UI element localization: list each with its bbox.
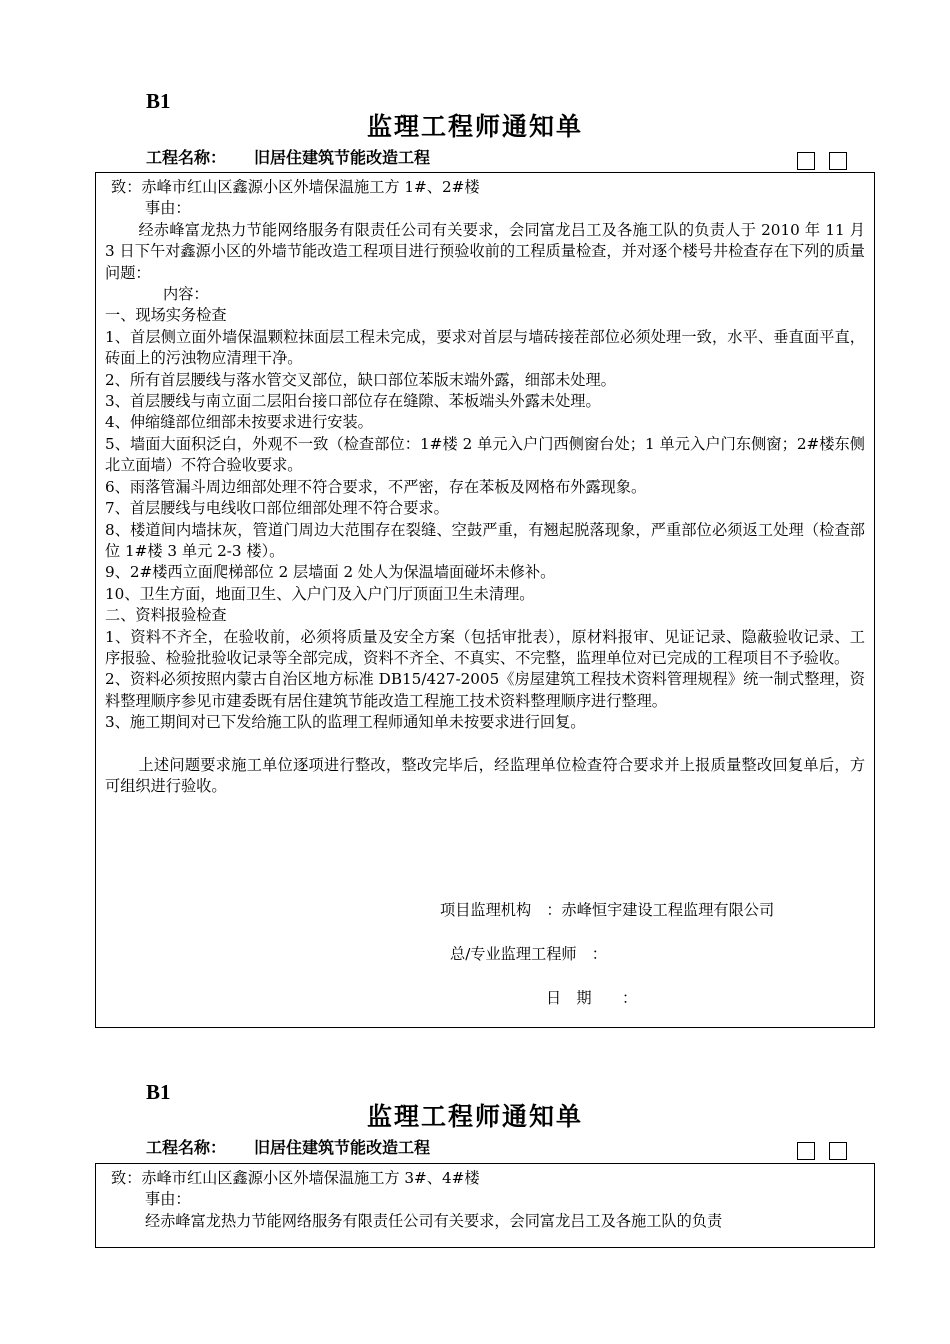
recipient: 致：赤峰市红山区鑫源小区外墙保温施工方 3#、4#楼 — [111, 1169, 480, 1187]
list-item: 10、卫生方面，地面卫生、入户门及入户门厅顶面卫生未清理。 — [105, 584, 535, 603]
reason-label: 事由： — [145, 1190, 191, 1209]
supervision-org: 项目监理机构 ：赤峰恒宇建设工程监理有限公司 — [440, 901, 775, 919]
notice-body — [105, 177, 865, 797]
project-name-row — [146, 148, 430, 168]
list-item: 4、伸缩缝部位细部未按要求进行安装。 — [105, 413, 373, 432]
list-item: 6、雨落管漏斗周边细部处理不符合要求，不严密，存在苯板及网格布外露现象。 — [105, 477, 647, 496]
reason-label: 事由： — [145, 199, 191, 218]
page-title: 监理工程师通知单 — [366, 1102, 583, 1131]
notice-body-box — [95, 1163, 875, 1248]
conclusion-paragraph: 上述问题要求施工单位逐项进行整改，整改完毕后，经监理单位检查符合要求并上报质量整改回复单后，方可组织进行验收。 — [105, 755, 865, 795]
list-item: 2、资料必须按照内蒙古自治区地方标准 DB15/427-2005《房屋建筑工程技术资料管理规程》统一制式整理，资料整理顺序参见市建委既有居住建筑节能改造工程施工技术资料整理顺序进行整理。 — [105, 670, 865, 710]
list-item: 9、2#楼西立面爬梯部位 2 层墙面 2 处人为保温墙面碰坏未修补。 — [105, 563, 556, 582]
section-heading-documents: 二、资料报验检查 — [105, 606, 227, 625]
list-item: 2、所有首层腰线与落水管交叉部位，缺口部位苯版末端外露，细部未处理。 — [105, 370, 616, 389]
list-item: 1、资料不齐全，在验收前，必须将质量及安全方案（包括审批表），原材料报审、见证记录、隐蔽验收记录、工序报验、检验批验收记录等全部完成，资料不齐全、不真实、不完整，监理单位对已完成的工程项目不予验收。 — [105, 627, 865, 667]
checkbox-2[interactable] — [829, 1142, 847, 1160]
project-name: 旧居住建筑节能改造工程 — [254, 1138, 431, 1157]
section-heading-site: 一、现场实务检查 — [105, 306, 227, 325]
list-item: 1、首层侧立面外墙保温颗粒抹面层工程未完成，要求对首层与墙砖接茬部位必须处理一致，水平、垂直面平直，砖面上的污浊物应清理干净。 — [105, 327, 865, 368]
project-name-row — [146, 1138, 430, 1158]
project-label: 工程名称： — [146, 148, 227, 167]
notice-body-box — [95, 172, 875, 1028]
project-name: 旧居住建筑节能改造工程 — [254, 148, 431, 167]
intro-paragraph: 经赤峰富龙热力节能网络服务有限责任公司有关要求，会同富龙吕工及各施工队的负责人于 2010 年 11 月 3 日下午对鑫源小区的外墙节能改造工程项目进行预验收前的工程质量检查，并对逐个楼号井检查存在下列的质量问题： — [105, 220, 865, 282]
checkbox-2[interactable] — [829, 152, 847, 170]
page-title: 监理工程师通知单 — [366, 112, 583, 141]
content-label: 内容： — [163, 285, 209, 304]
form-code: B1 — [146, 1080, 171, 1104]
checkbox-1[interactable] — [797, 1142, 815, 1160]
list-item: 3、施工期间对已下发给施工队的监理工程师通知单未按要求进行回复。 — [105, 713, 586, 732]
list-item: 5、墙面大面积泛白，外观不一致（检查部位：1#楼 2 单元入户门西侧窗台处；1 单元入户门东侧窗；2#楼东侧北立面墙）不符合验收要求。 — [105, 434, 865, 475]
notice-body — [105, 1168, 865, 1232]
list-item: 7、首层腰线与电线收口部位细部处理不符合要求。 — [105, 499, 449, 518]
list-item: 8、楼道间内墙抹灰，管道门周边大范围存在裂缝、空鼓严重，有翘起脱落现象，严重部位必须返工处理（检查部位 1#楼 3 单元 2-3 楼）。 — [105, 520, 865, 560]
recipient: 致：赤峰市红山区鑫源小区外墙保温施工方 1#、2#楼 — [111, 178, 480, 196]
intro-paragraph: 经赤峰富龙热力节能网络服务有限责任公司有关要求，会同富龙吕工及各施工队的负责 — [145, 1211, 723, 1230]
list-item: 3、首层腰线与南立面二层阳台接口部位存在缝隙、苯板端头外露未处理。 — [105, 392, 601, 411]
project-label: 工程名称： — [146, 1138, 227, 1157]
supervising-engineer: 总/专业监理工程师 ： — [450, 945, 607, 963]
form-code: B1 — [146, 89, 171, 113]
date-field: 日 期 ： — [546, 989, 638, 1007]
checkbox-1[interactable] — [797, 152, 815, 170]
